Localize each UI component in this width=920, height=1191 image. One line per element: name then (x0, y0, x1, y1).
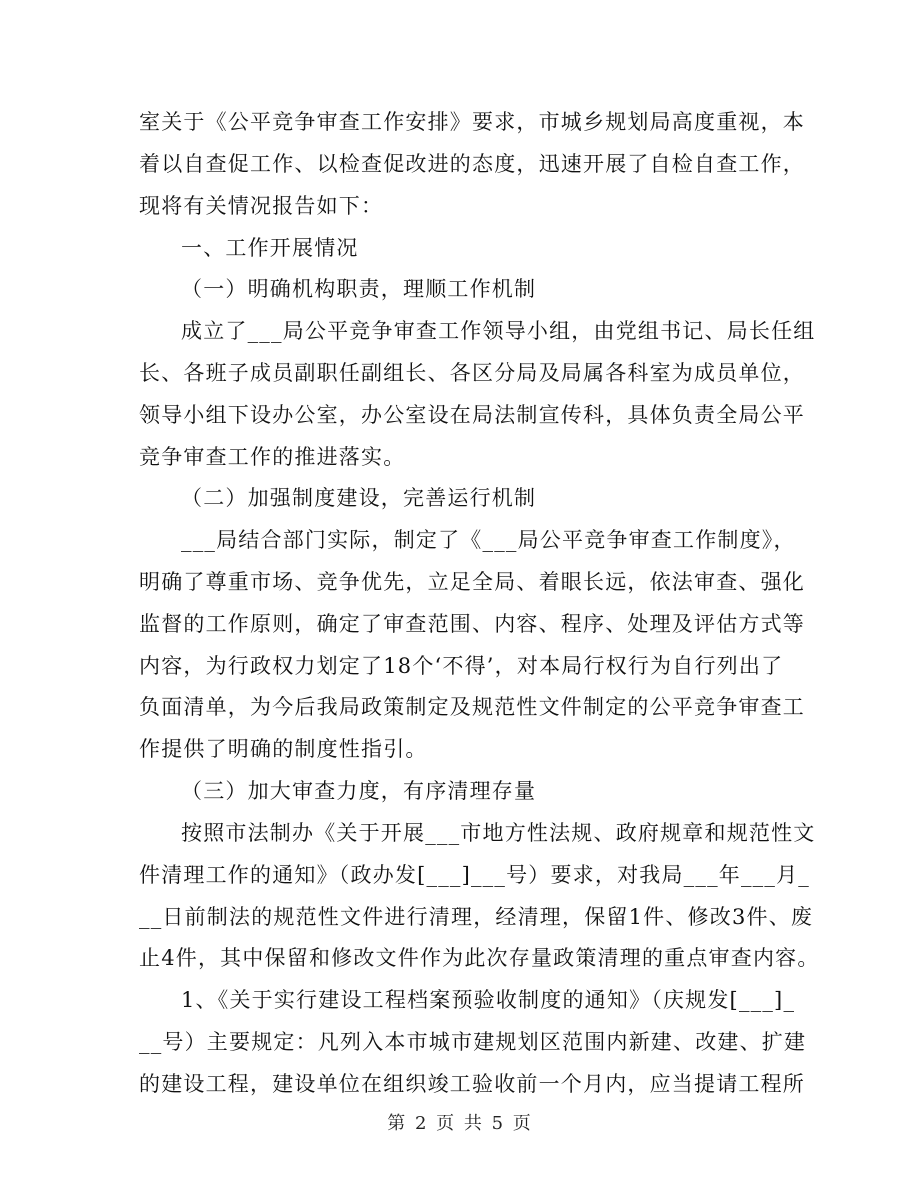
subsection-heading: （二）加强制度建设，完善运行机制 (181, 486, 537, 510)
paragraph-first-line: 按照市法制办《关于开展___市地方性法规、政府规章和规范性文 (181, 821, 816, 845)
subsection-heading: （一）明确机构职责，理顺工作机制 (181, 277, 537, 301)
body-text-line: 着以自查促工作、以检查促改进的态度，迅速开展了自检自查工作， (139, 152, 805, 176)
body-text-line: 止4件，其中保留和修改文件作为此次存量政策清理的重点审查内容。 (139, 946, 820, 970)
body-text-line: 领导小组下设办公室，办公室设在局法制宣传科，具体负责全局公平 (139, 403, 805, 427)
section-heading: 一、工作开展情况 (181, 236, 359, 260)
body-text-line: 监督的工作原则，确定了审查范围、内容、程序、处理及评估方式等 (139, 612, 805, 636)
paragraph-first-line: 1、《关于实行建设工程档案预验收制度的通知》（庆规发[___]_ (181, 988, 796, 1012)
body-text-line: __号）主要规定：凡列入本市城市建规划区范围内新建、改建、扩建 (139, 1030, 807, 1054)
body-text-line: 室关于《公平竞争审查工作安排》要求，市城乡规划局高度重视，本 (139, 110, 805, 134)
body-text-line: __日前制法的规范性文件进行清理，经清理，保留1件、修改3件、废 (139, 905, 814, 929)
body-text-line: 现将有关情况报告如下： (139, 194, 384, 218)
paragraph-first-line: ___局结合部门实际，制定了《___局公平竞争审查工作制度》， (181, 528, 796, 552)
subsection-heading: （三）加大审查力度，有序清理存量 (181, 779, 537, 803)
body-text-line: 件清理工作的通知》（政办发[___]___号）要求，对我局___年___月_ (139, 863, 810, 887)
body-text-line: 竞争审查工作的推进落实。 (139, 445, 406, 469)
page-number-footer: 第 2 页 共 5 页 (387, 1113, 533, 1134)
body-text-line: 内容，为行政权力划定了18个‘不得’，对本局行权行为自行列出了 (139, 654, 784, 678)
body-text-line: 的建设工程，建设单位在组织竣工验收前一个月内，应当提请工程所 (139, 1072, 805, 1096)
body-text-line: 明确了尊重市场、竞争优先，立足全局、着眼长远，依法审查、强化 (139, 570, 805, 594)
paragraph-first-line: 成立了___局公平竞争审查工作领导小组，由党组书记、局长任组 (181, 319, 816, 343)
body-text-line: 作提供了明确的制度性指引。 (139, 737, 428, 761)
body-text-line: 负面清单，为今后我局政策制定及规范性文件制定的公平竞争审查工 (139, 695, 805, 719)
body-text-line: 长、各班子成员副职任副组长、各区分局及局属各科室为成员单位， (139, 361, 805, 385)
